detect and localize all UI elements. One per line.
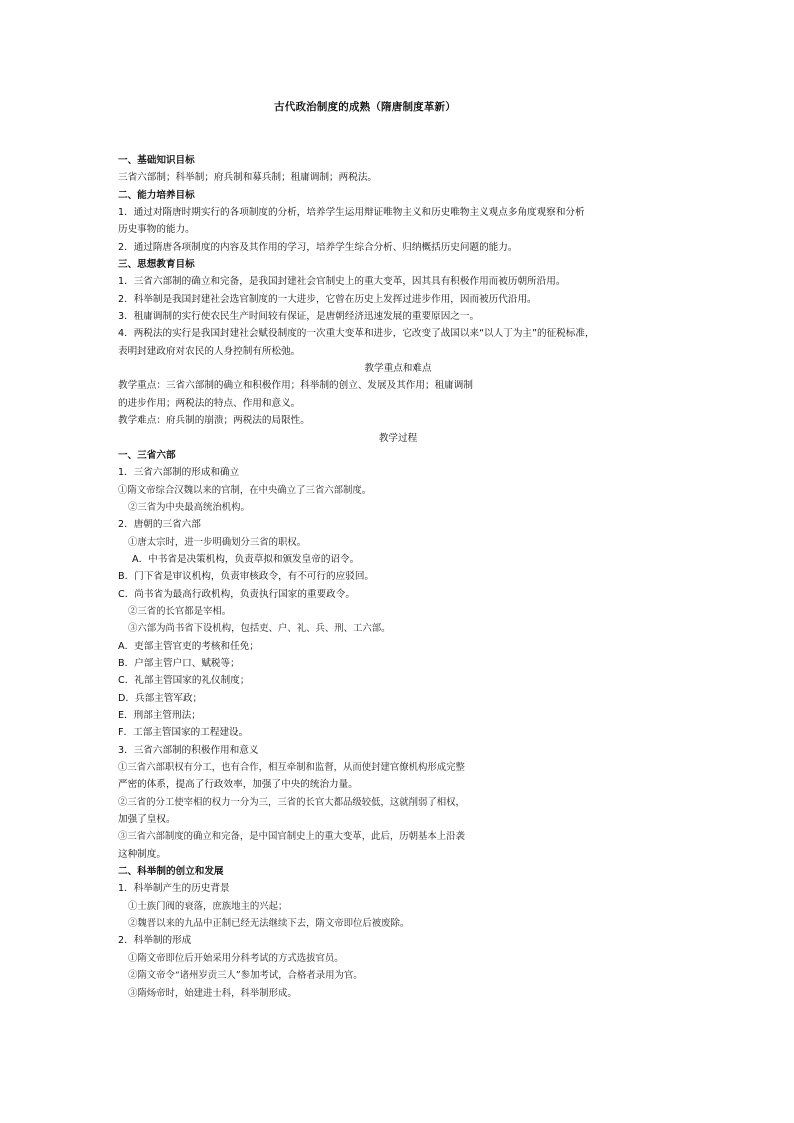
document-title: 古代政治制度的成熟（隋唐制度革新） [274, 101, 456, 113]
paragraph-line: ②三省的分工使宰相的权力一分为三，三省的长官大都品级较低，这就削弱了相权， [118, 796, 465, 808]
paragraph-line: 3．租庸调制的实行使农民生产时间较有保证，是唐朝经济迅速发展的重要原因之一。 [118, 311, 480, 323]
paragraph-line: 加强了皇权。 [118, 814, 176, 826]
list-item: ①士族门阀的衰落，庶族地主的兴起； [128, 900, 288, 912]
list-item: ③六部为尚书省下设机构，包括吏、户、礼、兵、刑、工六部。 [128, 623, 391, 635]
list-item: C．礼部主管国家的礼仪制度； [118, 675, 250, 687]
section-heading: 三、思想教育目标 [118, 259, 195, 271]
paragraph-line: 这种制度。 [118, 848, 166, 860]
list-item: ①隋文帝即位后开始采用分科考试的方式选拔官员。 [128, 952, 344, 964]
paragraph-line: 的进步作用；两税法的特点、作用和意义。 [118, 397, 301, 409]
list-item: B．门下省是审议机构，负责审核政令，有不可行的应驳回。 [118, 571, 375, 583]
paragraph-line: 4．两税法的实行是我国封建社会赋役制度的一次重大变革和进步，它改变了战国以来“以人丁为主”的征税标准， [118, 328, 595, 340]
paragraph-line: 2．科举制是我国封建社会选官制度的一大进步，它曾在历史上发挥过进步作用，因而被历代沿用。 [118, 293, 537, 305]
paragraph-line: ③三省六部制度的确立和完备，是中国官制史上的重大变革，此后，历朝基本上沿袭 [118, 831, 465, 843]
paragraph-line: 1．三省六部制的确立和完备，是我国封建社会官制史上的重大变革，因其具有积极作用而被历朝所沿用。 [118, 276, 566, 288]
list-item: 3．三省六部制的积极作用和意义 [118, 744, 259, 756]
paragraph-line: 表明封建政府对农民的人身控制有所松弛。 [118, 345, 301, 357]
list-item: C．尚书省为最高行政机构，负责执行国家的重要政令。 [118, 588, 355, 600]
list-item: A．吏部主管官吏的考核和任免； [118, 640, 259, 652]
document-body [118, 152, 678, 1002]
list-item: ③隋炀帝时，始建进士科，科举制形成。 [128, 987, 297, 999]
list-item: ②魏晋以来的九品中正制已经无法继续下去，隋文帝即位后被废除。 [128, 918, 410, 930]
list-item: 2．唐朝的三省六部 [118, 519, 201, 531]
paragraph-line: 三省六部制；科举制；府兵制和募兵制；租庸调制；两税法。 [118, 172, 378, 184]
list-item: D．兵部主管军政； [118, 692, 203, 704]
list-item: 1．三省六部制的形成和确立 [118, 467, 240, 479]
list-item: ②三省的长官都是宰相。 [128, 605, 232, 617]
paragraph-line: 历史事物的能力。 [118, 224, 195, 236]
paragraph-line: 严密的体系，提高了行政效率，加强了中央的统治力量。 [118, 779, 358, 791]
list-item: ②隋文帝令“诸州岁贡三人”参加考试，合格者录用为官。 [128, 970, 363, 982]
section-heading: 二、能力培养目标 [118, 189, 195, 201]
list-item: ②三省为中央最高统治机构。 [128, 501, 250, 513]
list-item: 1．科举制产生的历史背景 [118, 883, 230, 895]
list-item: B．户部主管户口、赋税等； [118, 657, 240, 669]
section-heading: 一、基础知识目标 [118, 155, 195, 166]
list-item: ①隋文帝综合汉魏以来的官制，在中央确立了三省六部制度。 [118, 484, 372, 496]
list-item: A．中书省是决策机构，负责草拟和颁发皇帝的诏令。 [132, 553, 360, 565]
list-item: 2．科举制的形成 [118, 935, 192, 947]
centered-subheading: 教学过程 [378, 432, 418, 444]
paragraph-line: 教学难点：府兵制的崩溃；两税法的局限性。 [118, 415, 310, 427]
list-item: ①唐太宗时，进一步明确划分三省的职权。 [128, 536, 307, 548]
list-item: E．刑部主管刑法； [118, 710, 201, 721]
section-heading: 二、科举制的创立和发展 [118, 866, 224, 878]
paragraph-line: 教学重点：三省六部制的确立和积极作用；科举制的创立、发展及其作用；租庸调制 [118, 380, 473, 392]
paragraph-line: 2．通过隋唐各项制度的内容及其作用的学习，培养学生综合分析、归纳概括历史问题的能力。 [118, 241, 518, 253]
centered-subheading: 教学重点和难点 [364, 363, 432, 375]
paragraph-line: 1．通过对隋唐时期实行的各项制度的分析，培养学生运用辩证唯物主义和历史唯物主义观点多角度观察和分析 [118, 207, 585, 219]
list-item: F．工部主管国家的工程建设。 [118, 727, 249, 739]
paragraph-line: ①三省六部职权有分工，也有合作，相互牵制和监督，从而使封建官僚机构形成完整 [118, 762, 465, 774]
section-heading: 一、三省六部 [118, 449, 176, 461]
